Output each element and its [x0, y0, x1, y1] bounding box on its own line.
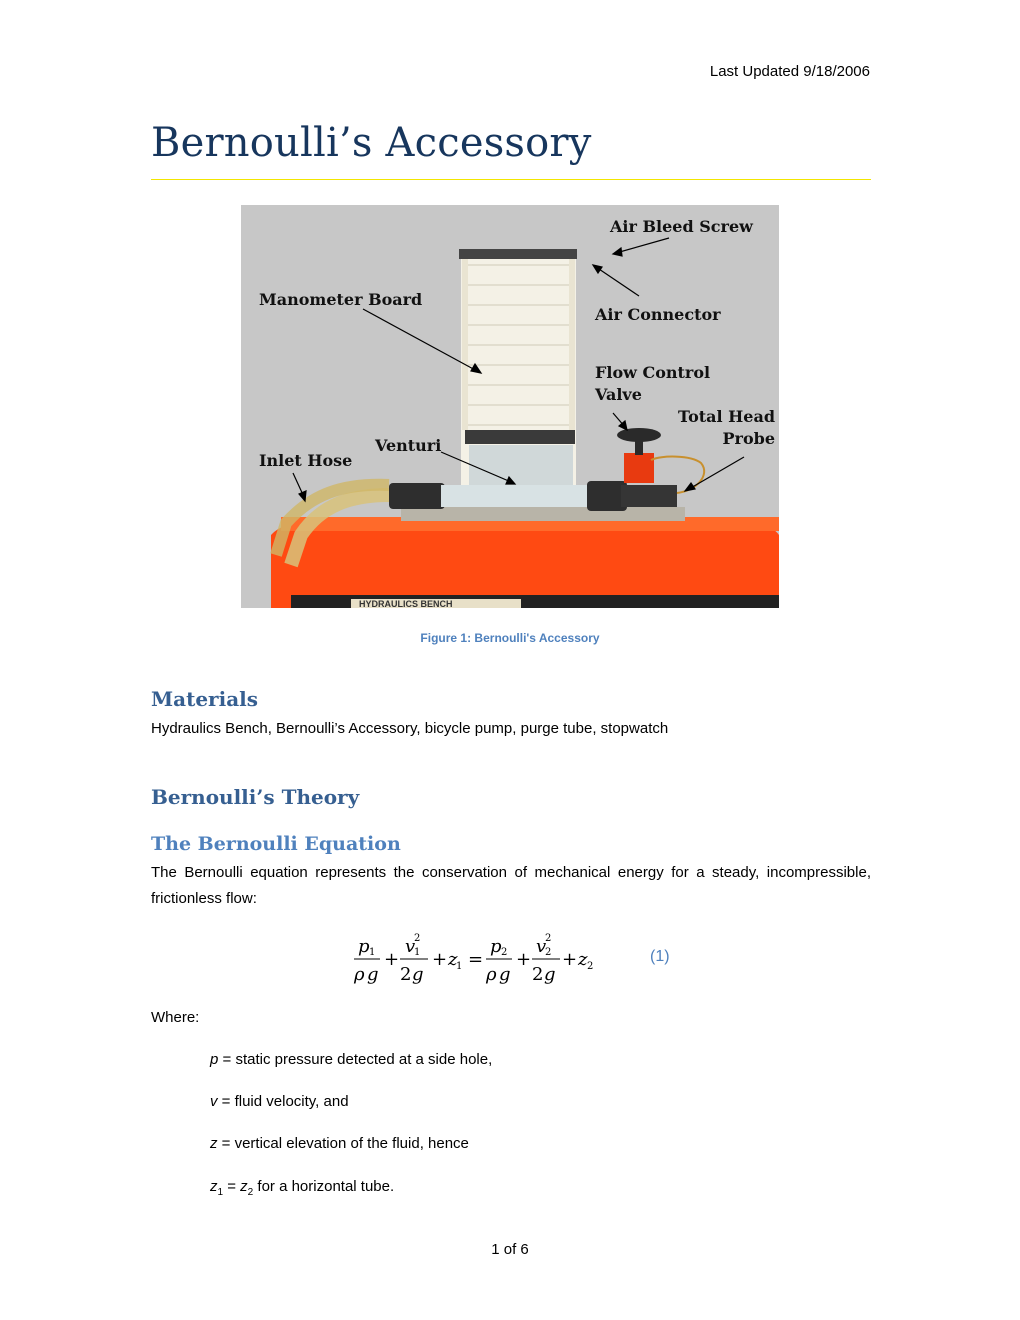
materials-text: Hydraulics Bench, Bernoulli’s Accessory, bicycle pump, purge tube, stopwatch [151, 720, 669, 737]
eq-v1-sup: 2 [414, 933, 421, 944]
eq-v2-sup: 2 [545, 933, 552, 944]
label-manometer-board: Manometer Board [259, 290, 423, 309]
header-last-updated: Last Updated 9/18/2006 [709, 63, 870, 80]
eq-equals: = [468, 949, 484, 970]
bernoulli-equation-heading: The Bernoulli Equation [151, 833, 401, 855]
def-z2-sub: 2 [247, 1187, 254, 1198]
label-venturi: Venturi [375, 436, 442, 455]
eq-g4: g [544, 964, 556, 985]
definition-horizontal [210, 1178, 394, 1198]
label-total-head-2: Probe [722, 429, 775, 448]
eq-z1-sub: 1 [456, 961, 463, 972]
figure-caption: Figure 1: Bernoulli's Accessory [420, 631, 600, 645]
eq-v1-sub: 1 [414, 947, 421, 958]
definition-v-text: = fluid velocity, and [217, 1093, 349, 1110]
definition-p-text: = static pressure detected at a side hole, [218, 1051, 493, 1068]
label-total-head-1: Total Head [678, 407, 775, 426]
eq-rho2: ρ [486, 964, 497, 985]
where-label: Where: [151, 1009, 200, 1026]
eq-p1: p [358, 936, 370, 957]
definition-z [210, 1135, 469, 1152]
label-air-connector: Air Connector [595, 305, 721, 324]
eq-p2-sub: 2 [501, 947, 508, 958]
bernoulli-equation-text: The Bernoulli equation represents the conservation of mechanical energy for a steady, incompressible, frictionless flow: [151, 864, 871, 907]
def-eq: = [223, 1178, 241, 1195]
eq-p2: p [490, 936, 502, 957]
definition-p [210, 1051, 492, 1068]
figure-illustration [241, 205, 779, 608]
eq-rho1: ρ [354, 964, 365, 985]
eq-z1: z [448, 949, 458, 970]
label-flow-control-1: Flow Control [595, 363, 711, 382]
eq-g1: g [367, 964, 379, 985]
def-z2: z [240, 1178, 248, 1195]
figure-bernoulli-accessory [241, 205, 779, 608]
eq-v2: v [536, 936, 547, 957]
eq-z2-sub: 2 [587, 961, 594, 972]
bench-text: HYDRAULICS BENCH [359, 599, 453, 608]
def-z1-sub: 1 [217, 1187, 224, 1198]
title-divider [151, 179, 871, 180]
eq-g2: g [412, 964, 424, 985]
eq-g3: g [499, 964, 511, 985]
eq-two2: 2 [532, 964, 544, 985]
def-horizontal-text: for a horizontal tube. [253, 1178, 395, 1195]
bernoulli-equation [348, 928, 608, 988]
eq-plus1: + [384, 949, 400, 970]
eq-v1: v [405, 936, 416, 957]
def-z1: z [210, 1178, 218, 1195]
eq-plus4: + [562, 949, 578, 970]
eq-v2-sub: 2 [545, 947, 552, 958]
definition-v-var: v [210, 1093, 218, 1110]
definition-p-var: p [210, 1051, 219, 1068]
eq-z2: z [578, 949, 588, 970]
label-flow-control-2: Valve [595, 385, 642, 404]
eq-plus3: + [516, 949, 532, 970]
materials-heading: Materials [151, 687, 259, 711]
definition-v [210, 1093, 349, 1110]
equation-graphic [348, 928, 608, 988]
definition-z-text: = vertical elevation of the fluid, hence [217, 1135, 469, 1152]
equation-number: (1) [650, 948, 670, 965]
definition-z-var: z [210, 1135, 218, 1152]
eq-two1: 2 [400, 964, 412, 985]
label-air-bleed-screw: Air Bleed Screw [610, 217, 753, 236]
page-number: 1 of 6 [491, 1241, 529, 1258]
page-title: Bernoulli’s Accessory [151, 120, 592, 166]
theory-heading: Bernoulli’s Theory [151, 785, 360, 809]
eq-plus2: + [432, 949, 448, 970]
label-inlet-hose: Inlet Hose [259, 451, 353, 470]
eq-p1-sub: 1 [369, 947, 376, 958]
